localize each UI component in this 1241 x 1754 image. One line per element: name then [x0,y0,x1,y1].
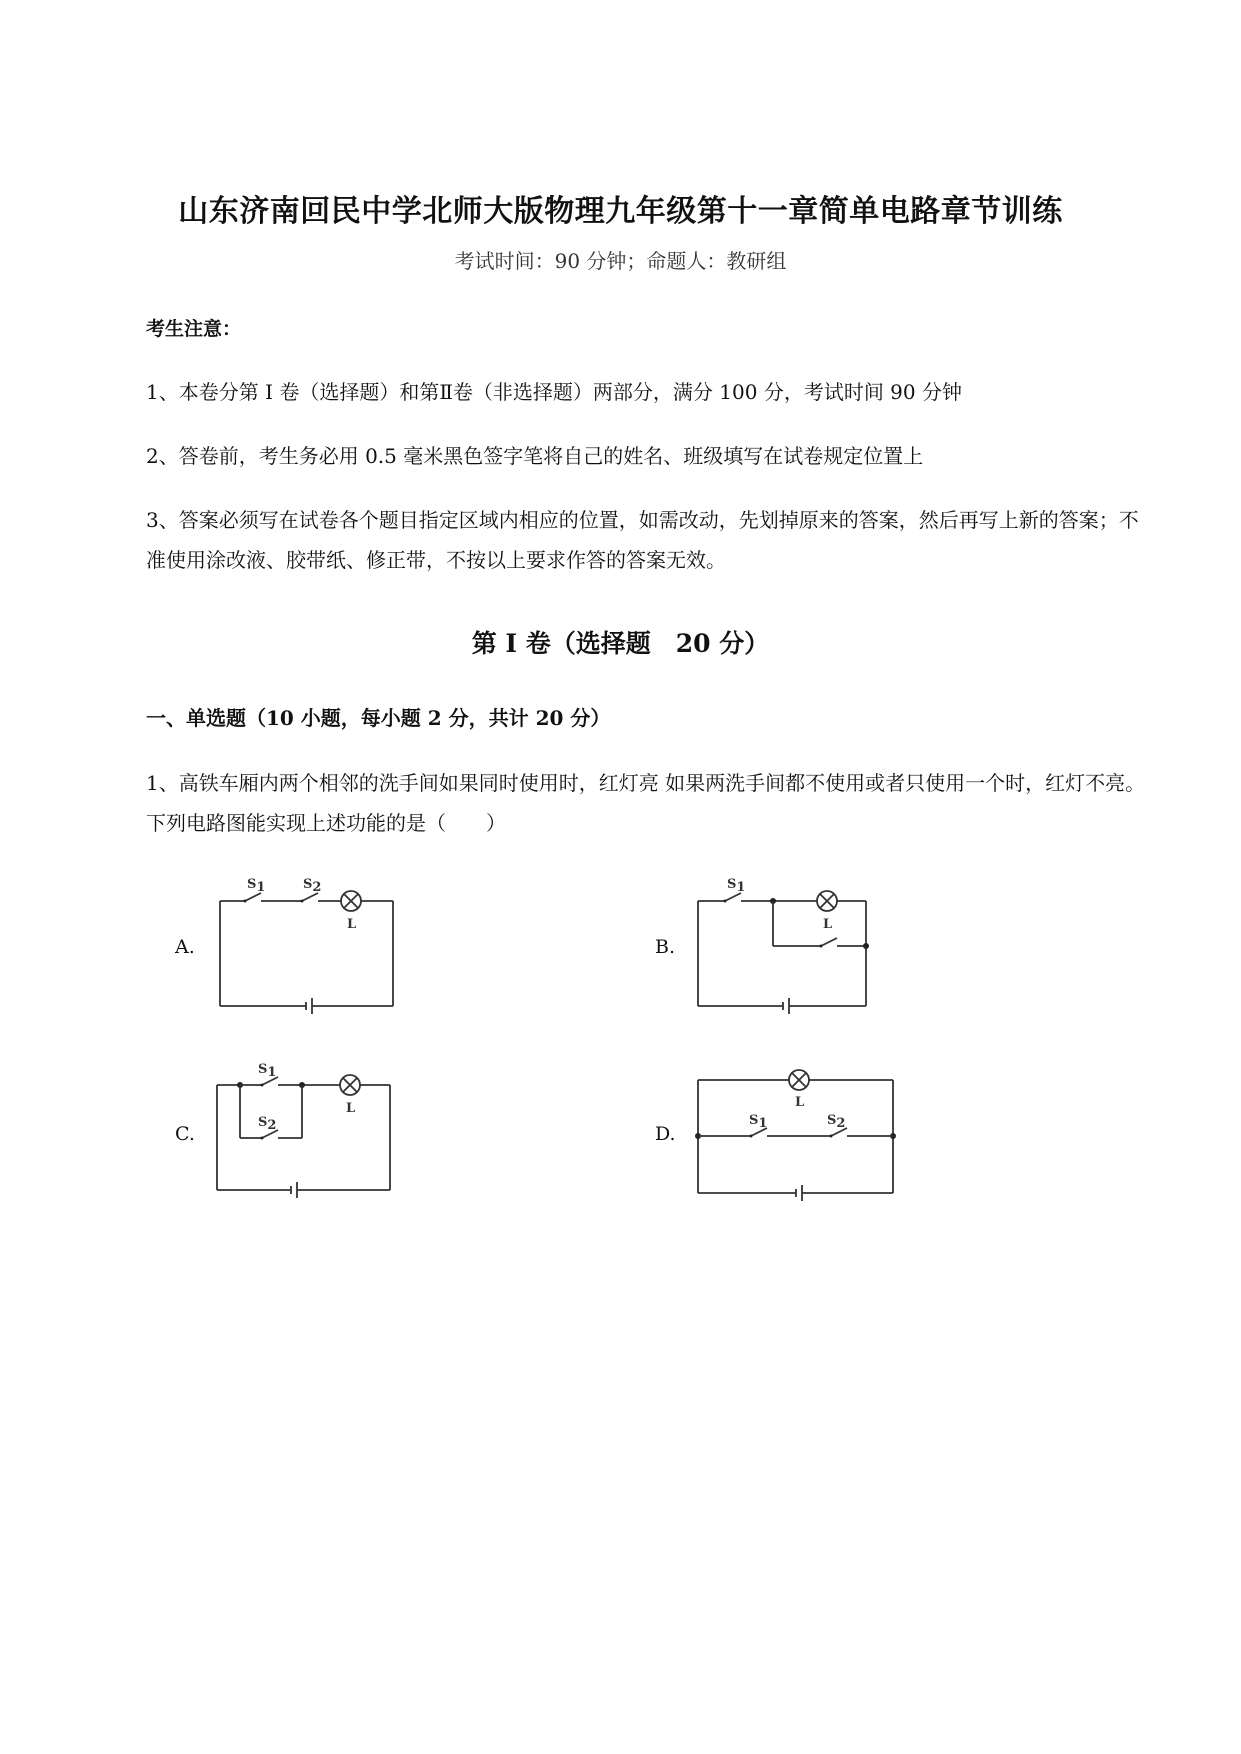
circuit-diagram-a [215,876,405,1016]
notice-item-3: 3、答案必须写在试卷各个题目指定区域内相应的位置，如需改动，先划掉原来的答案，然后再写上新的答案；不准使用涂改液、胶带纸、修正带，不按以上要求作答的答案无效。 [146,508,1139,572]
switch-s1-label: S1 [258,1062,277,1080]
switch-s2-label: S2 [258,1115,277,1133]
section-title: 第 I 卷（选择题 20 分） [471,629,770,658]
circuit-diagram-b [693,876,883,1016]
lamp-label: L [823,917,833,932]
notice-heading: 考生注意： [146,318,242,340]
circuit-diagram-d [693,1058,903,1208]
question-1-text: 1、高铁车厢内两个相邻的洗手间如果同时使用时，红灯亮 如果两洗手间都不使用或者只使用一个时，红灯不亮。下列电路图能实现上述功能的是（ ） [146,771,1146,835]
switch-s1-label: S1 [749,1113,768,1131]
switch-s1-label: S1 [247,877,266,895]
lamp-label: L [795,1095,805,1110]
lamp-label: L [347,917,357,932]
option-c-label[interactable]: C. [175,1123,195,1145]
notice-item-2: 2、答卷前，考生务必用 0.5 毫米黑色签字笔将自己的姓名、班级填写在试卷规定位置上 [146,444,924,468]
switch-s2-label: S2 [827,1113,846,1131]
option-a-label[interactable]: A. [175,936,195,958]
switch-s1-label: S1 [727,877,746,895]
option-d-label[interactable]: D. [655,1123,676,1145]
exam-info: 考试时间：90 分钟；命题人：教研组 [454,249,787,273]
page-title: 山东济南回民中学北师大版物理九年级第十一章简单电路章节训练 [178,194,1063,229]
circuit-diagram-c [212,1060,402,1200]
option-b-label[interactable]: B. [655,936,676,958]
switch-s2-label: S2 [303,877,322,895]
part-title: 一、单选题（10 小题，每小题 2 分，共计 20 分） [146,706,611,730]
lamp-label: L [346,1101,356,1116]
notice-item-1: 1、本卷分第 I 卷（选择题）和第Ⅱ卷（非选择题）两部分，满分 100 分，考试时间 90 分钟 [146,380,962,404]
